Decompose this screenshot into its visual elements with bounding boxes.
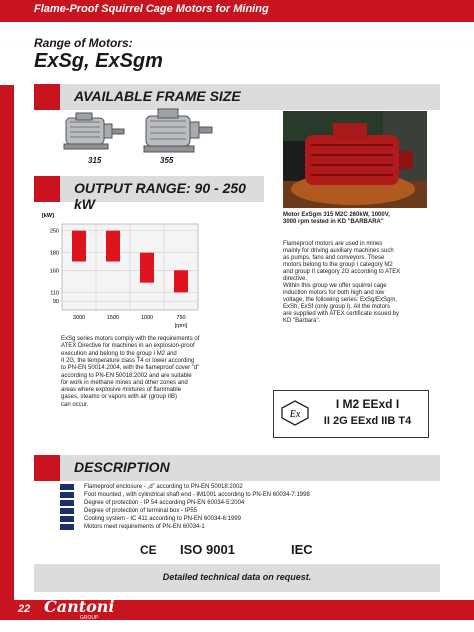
band-marker [34, 84, 60, 110]
left-text-line: areas where explosive mixtures of flammable [61, 387, 182, 394]
photo-caption-line2: 3000 rpm tested in KD "BARBARA" [283, 219, 384, 225]
frame-size-heading: AVAILABLE FRAME SIZE [74, 88, 241, 104]
right-text-line: and group II category 2G according to ATEX [283, 269, 401, 275]
right-text-line: as pumps, fans and conveyors. These [283, 255, 385, 261]
header-title: Flame-Proof Squirrel Cage Motors for Mining [34, 3, 269, 15]
photo-caption-line1: Motor ExSgm 315 M2C 260kW, 1000V, [283, 212, 390, 218]
bullet-marker [60, 500, 74, 506]
iso-9001-label: ISO 9001 [180, 542, 235, 557]
chart-bar [106, 231, 120, 262]
motor-photo [283, 111, 427, 208]
left-text-line: II 2G, the temperature class T4 or lower according [61, 357, 195, 364]
frame-size-315: 315 [88, 156, 102, 165]
output-range-chart [34, 208, 204, 332]
cantoni-logo: Cantoni [44, 597, 115, 616]
chart-y-tick-label: 160 [49, 268, 59, 275]
right-text-line: are supplied with ATEX certificate issued by [283, 311, 399, 317]
band-marker [34, 455, 60, 481]
chart-bar [174, 270, 188, 292]
chart-x-tick-label: 1000 [140, 315, 154, 321]
description-band [34, 455, 440, 481]
description-heading: DESCRIPTION [74, 459, 170, 475]
bullet-marker [60, 492, 74, 498]
left-accent-stripe [0, 85, 14, 600]
chart-y-tick-label: 180 [49, 250, 59, 257]
bullet-marker [60, 484, 74, 490]
certification-box [273, 390, 429, 438]
left-text-line: for work in methane mines and other zones and [61, 379, 188, 386]
right-text-line: KD "Barbara". [283, 318, 321, 324]
right-text-line: Within this group we offer squirrel cage [283, 283, 387, 289]
chart-x-tick-label: 1500 [106, 315, 120, 321]
bottom-note: Detailed technical data on request. [162, 572, 312, 582]
left-text-line: gases, steams or vapors with air (group IIB) [61, 394, 178, 401]
chart-bar [72, 231, 86, 262]
band-marker [34, 176, 60, 202]
output-range-band [34, 176, 264, 212]
chart-bar [140, 253, 154, 283]
output-range-heading: OUTPUT RANGE: 90 - 250 kW [74, 180, 246, 212]
cert-line2: II 2G EExd IIB T4 [323, 415, 412, 427]
motor-355-illustration [138, 108, 214, 156]
chart-x-tick-label: 750 [176, 315, 186, 321]
right-text-line: ExSh, ExSf (only group I). All the motors [283, 304, 391, 310]
right-text-line: induction motors for both high and low [283, 290, 385, 296]
chart-y-tick-label: 250 [49, 228, 59, 235]
right-text-line: Flameproof motors are used in mines [283, 241, 383, 247]
iec-label: IEC [291, 542, 313, 557]
cantoni-logo-group: GROUP [80, 615, 99, 621]
right-text-line: voltage, the following series: ExSg/ExSgm, [283, 297, 398, 303]
left-text-line: according to PN-EN 50018:2002 and are suitable [61, 372, 192, 379]
bullet-marker [60, 516, 74, 522]
left-text-line: ATEX Directive for machines in an explosion-proof [61, 343, 195, 350]
right-text-line: directive. [283, 276, 308, 282]
bullet-marker [60, 508, 74, 514]
left-text-line: ExSg series motors comply with the requirements of [61, 336, 200, 342]
left-text-line: execution and belong to the group I M2 and [61, 350, 177, 357]
chart-x-tick-label: 3000 [72, 315, 86, 321]
frame-size-355: 355 [160, 156, 174, 165]
chart-y-tick-label: 90 [52, 299, 59, 306]
page-subtitle: Range of Motors: [34, 36, 133, 50]
left-text-line: to PN-EN 50014:2004, with the flameproof cover "d" [61, 365, 200, 372]
chart-y-tick-label: 110 [50, 290, 59, 297]
left-text-line: can occur. [61, 401, 89, 408]
ex-hexagon-icon [281, 400, 309, 426]
frame-size-band [34, 84, 440, 110]
motor-315-illustration [58, 112, 128, 154]
ce-mark: CE [140, 543, 157, 557]
page-number: 22 [18, 603, 31, 615]
ex-symbol: Ex [289, 409, 301, 420]
page-title: ExSg, ExSgm [34, 50, 163, 72]
chart-y-axis-label: [kW] [42, 213, 54, 219]
bullet-marker [60, 524, 74, 530]
cert-line1: I M2 EExd I [335, 397, 400, 411]
right-text-line: motors belong to the group I category M2 [283, 262, 393, 268]
bottom-note-band [34, 564, 440, 592]
chart-x-axis-label: [rpm] [174, 323, 188, 329]
header-bar [0, 0, 474, 22]
right-text-line: mainly for driving auxiliary machines such [283, 248, 394, 254]
